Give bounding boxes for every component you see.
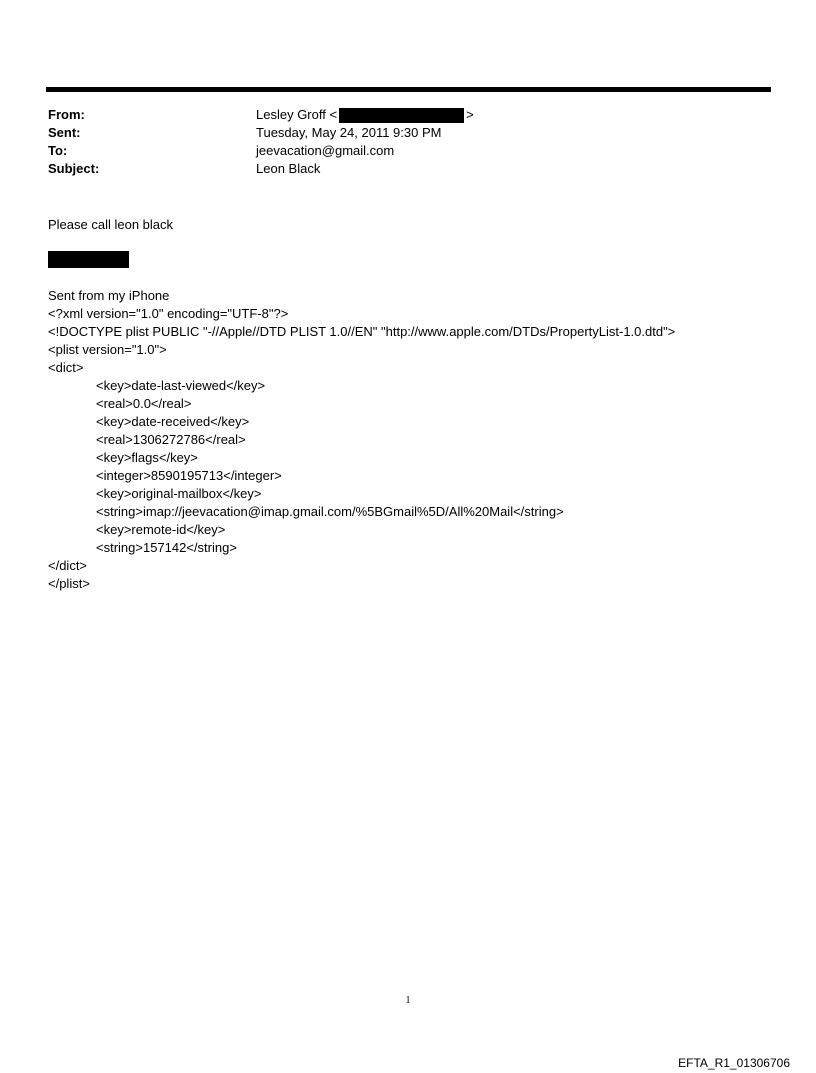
plist-line: <real>0.0</real>: [96, 396, 192, 411]
from-name: Lesley Groff <: [256, 107, 338, 122]
plist-line: <key>remote-id</key>: [96, 522, 226, 537]
to-label: To:: [48, 143, 68, 158]
header-rule: [46, 87, 771, 92]
sent-value: Tuesday, May 24, 2011 9:30 PM: [256, 125, 442, 140]
from-close: >: [466, 107, 474, 122]
plist-line: </dict>: [48, 558, 88, 573]
message-text: Please call leon black: [48, 217, 174, 232]
plist-line: </plist>: [48, 576, 90, 591]
plist-section: [48, 287, 675, 593]
plist-line: <key>date-last-viewed</key>: [96, 378, 266, 393]
sent-row: [48, 124, 748, 142]
signature-line: Sent from my iPhone: [48, 288, 170, 303]
plist-line: <integer>8590195713</integer>: [96, 468, 282, 483]
to-value: jeevacation@gmail.com: [256, 143, 395, 158]
plist-line: <key>flags</key>: [96, 450, 198, 465]
email-header: [48, 106, 748, 178]
plist-line: <!DOCTYPE plist PUBLIC "-//Apple//DTD PLIST 1.0//EN" "http://www.apple.com/DTDs/PropertyList-1.0.dtd">: [48, 324, 676, 339]
plist-line: <key>original-mailbox</key>: [96, 486, 262, 501]
page-number: 1: [405, 995, 411, 1006]
subject-row: [48, 160, 748, 178]
plist-line: <string>imap://jeevacation@imap.gmail.com/%5BGmail%5D/All%20Mail</string>: [96, 504, 564, 519]
to-row: [48, 142, 748, 160]
bates-number: EFTA_R1_01306706: [678, 1056, 790, 1070]
plist-line: <string>157142</string>: [96, 540, 237, 555]
plist-line: <real>1306272786</real>: [96, 432, 246, 447]
plist-line: <key>date-received</key>: [96, 414, 250, 429]
subject-value: Leon Black: [256, 161, 321, 176]
plist-line: <dict>: [48, 360, 84, 375]
from-row: [48, 106, 748, 124]
plist-line: <plist version="1.0">: [48, 342, 167, 357]
subject-label: Subject:: [48, 161, 100, 176]
from-value: [256, 106, 474, 124]
plist-line: <?xml version="1.0" encoding="UTF-8"?>: [48, 306, 289, 321]
sent-label: Sent:: [48, 125, 81, 140]
redacted-email: [339, 108, 464, 123]
from-label: From:: [48, 107, 85, 122]
redacted-block: [48, 251, 129, 268]
